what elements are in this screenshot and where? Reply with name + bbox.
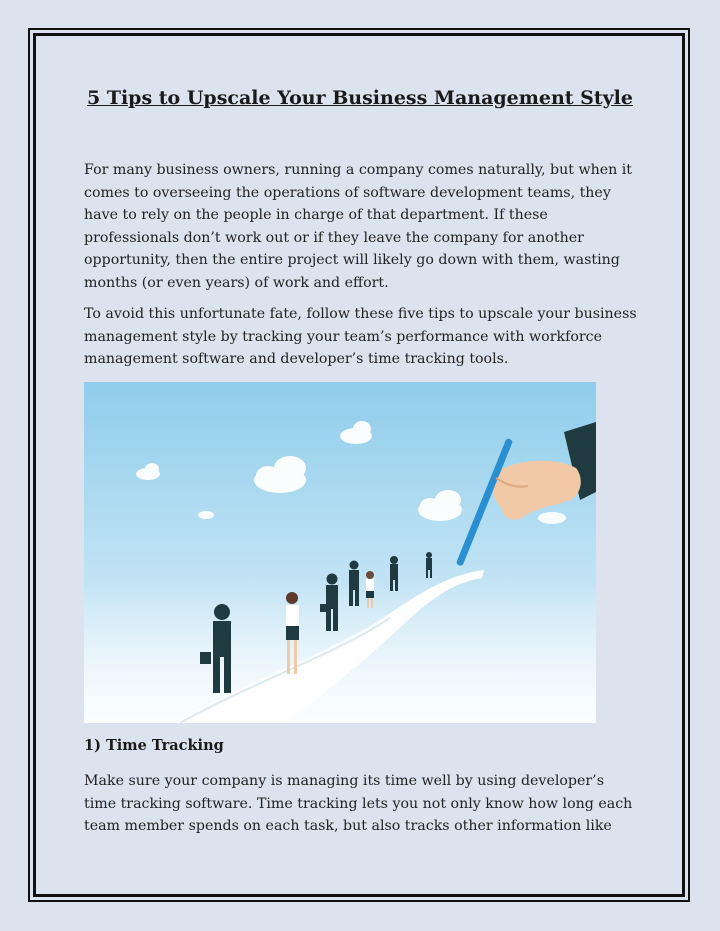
cloud-icon bbox=[538, 512, 566, 524]
section-body-time-tracking: Make sure your company is managing its time well by using developer’s time tracking software. Time tracking lets you not only know how long each team member spends on each task, but also tracks other information like bbox=[84, 773, 633, 835]
cloud-icon bbox=[198, 511, 214, 519]
business-path-illustration bbox=[84, 382, 596, 723]
section-heading-time-tracking: 1) Time Tracking bbox=[84, 737, 224, 754]
document-title: 5 Tips to Upscale Your Business Management Style bbox=[86, 87, 633, 109]
intro-paragraph-1: For many business owners, running a company comes naturally, but when it comes to overseeing the operations of software development teams, they have to rely on the people in charge of that department. If these professionals don’t work out or if they leave the company for another opportunity, then the entire project will likely go down with them, wasting months (or even years) of work and effort. bbox=[84, 162, 633, 291]
intro-paragraph-2: To avoid this unfortunate fate, follow these five tips to upscale your business management style by tracking your team’s performance with workforce management software and developer’s time tracking tools. bbox=[84, 306, 637, 368]
